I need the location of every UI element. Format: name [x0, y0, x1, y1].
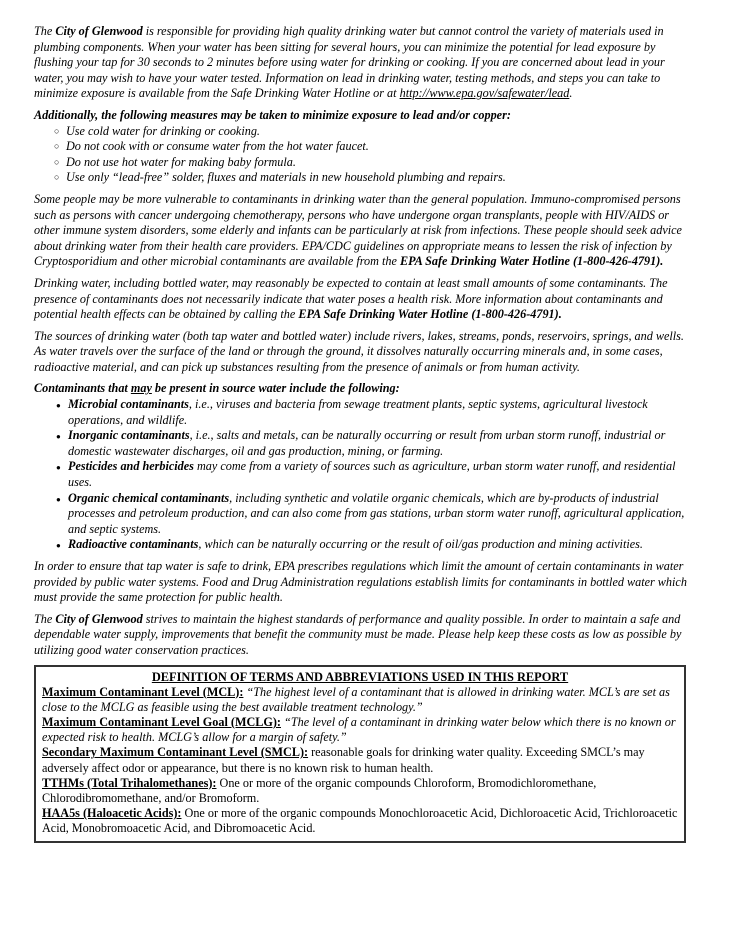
text: Some people may be more vulnerable to contaminants in drinking water than the general population. Immuno-compromised persons such as persons with cancer undergoing chemotherapy, persons who have undergone organ transplants, people with HIV/AIDS or other immune system disorders, some elderly and infants can be particularly at risk from infections. These people should seek advice about drinking water from their health care providers. EPA/CDC guidelines on appropriate means to lessen the risk of infection by Cryptosporidium and other microbial contaminants are available from the — [34, 191, 682, 269]
text: , i.e., salts and metals, can be naturally occurring or result from urban storm runoff, industrial or domestic wastewater discharges, oil and gas production, mining, or farming. — [68, 428, 666, 458]
definitions-title: DEFINITION OF TERMS AND ABBREVIATIONS USED IN THIS REPORT — [151, 669, 569, 684]
text: One or more of the organic compounds Monochloroacetic Acid, Dichloroacetic Acid, Trichloroacetic Acid, Monobromoacetic Acid, and Dibromoacetic Acid. — [42, 806, 678, 836]
definition-smcl — [42, 745, 678, 775]
text: may come from a variety of sources such as agriculture, urban storm water runoff, and residential uses. — [68, 459, 676, 490]
text: Organic chemical contaminants — [68, 490, 230, 505]
definition-mcl — [42, 685, 678, 715]
text: The — [34, 611, 56, 626]
standards-paragraph — [34, 612, 694, 659]
text: Maximum Contaminant Level (MCL): — [42, 684, 244, 699]
text: Contaminants that — [34, 381, 131, 396]
list-item: ○ Do not cook with or consume water from the hot water faucet. — [34, 139, 694, 155]
text: Drinking water, including bottled water, may reasonably be expected to contain at least small amounts of some contaminants. The presence of contaminants does not necessarily indicate that water poses a health risk. More information about contaminants and potential health effects can be obtained by calling the — [34, 275, 668, 322]
text: , which can be naturally occurring or the result of oil/gas production and mining activities. — [198, 537, 643, 552]
text: “The highest level of a contaminant that is allowed in drinking water. MCL’s are set as close to the MCLG as feasible using the best available treatment technology.” — [42, 684, 670, 714]
hotline-text: EPA Safe Drinking Water Hotline (1-800-426-4791). — [298, 307, 562, 322]
epa-lead-link[interactable]: http://www.epa.gov/safewater/lead — [399, 86, 570, 101]
text: . — [569, 86, 573, 101]
list-item — [34, 459, 694, 490]
definition-haa5 — [42, 806, 678, 836]
list-item: ○ Use only “lead-free” solder, fluxes and materials in new household plumbing and repairs. — [34, 170, 694, 186]
text: Secondary Maximum Contaminant Level (SMCL): — [42, 745, 309, 760]
text: may — [130, 381, 152, 396]
list-item — [34, 397, 694, 428]
text: is responsible for providing high quality drinking water but cannot control the variety of materials used in plumbing components. When your water has been sitting for several hours, you can minimize the potential for lead exposure by flushing your tap for 30 seconds to 2 minutes before using water for drinking or cooking. If you are concerned about lead in your water, you may wish to have your water tested. Information on lead in drinking water, testing methods, and steps you can take to minimize exposure is available from the Safe Drinking Water Hotline or at — [34, 24, 665, 101]
text: Microbial contaminants — [68, 397, 189, 412]
text: HAA5s (Haloacetic Acids): — [42, 806, 182, 821]
list-item — [34, 491, 694, 538]
contaminants-list — [34, 397, 694, 553]
text: strives to maintain the highest standards of performance and quality possible. In order to maintain a safe and dependable water supply, improvements that benefit the community must be made. Please help keep these costs as low as possible by utilizing good water conservation practices. — [34, 611, 682, 657]
list-item — [34, 537, 694, 553]
definition-mclg — [42, 715, 678, 745]
vulnerable-paragraph — [34, 192, 694, 270]
definitions-box — [34, 665, 686, 843]
text: , i.e., viruses and bacteria from sewage treatment plants, septic systems, agricultural livestock operations, and wildlife. — [68, 397, 648, 427]
list-item — [34, 428, 694, 459]
lead-paragraph — [34, 24, 694, 102]
regulations-paragraph: In order to ensure that tap water is safe to drink, EPA prescribes regulations which limit the amount of certain contaminants in water provided by public water systems. Food and Drug Administration regulations establish limits for contaminants in bottled water which must provide the same protection for public health. — [34, 559, 687, 605]
city-name: City of Glenwood — [55, 611, 143, 626]
bottled-water-paragraph — [34, 276, 694, 323]
city-name: City of Glenwood — [55, 24, 143, 38]
definition-tthm — [42, 776, 678, 806]
list-item: ○ Do not use hot water for making baby formula. — [34, 155, 694, 171]
text: Pesticides and herbicides — [68, 459, 194, 474]
measures-heading: Additionally, the following measures may be taken to minimize exposure to lead and/or copper: — [34, 107, 511, 122]
text: reasonable goals for drinking water quality. Exceeding SMCL’s may adversely affect odor or appearance, but there is no known risk to human health. — [42, 745, 645, 775]
text: Inorganic contaminants — [68, 428, 190, 443]
text: Maximum Contaminant Level Goal (MCLG): — [42, 714, 281, 729]
text: Radioactive contaminants — [68, 537, 199, 552]
document-page — [34, 24, 694, 843]
sources-paragraph: The sources of drinking water (both tap water and bottled water) include rivers, lakes, streams, ponds, reservoirs, springs, and wells. As water travels over the surface of the land or through the ground, it dissolves naturally occurring minerals and, in some cases, radioactive material, and can pick up substances resulting from the presence of animals or from human activity. — [34, 328, 684, 374]
list-item: ○ Use cold water for drinking or cooking. — [34, 124, 694, 140]
hotline-text: EPA Safe Drinking Water Hotline (1-800-426-4791). — [399, 254, 664, 269]
text: be present in source water include the following: — [151, 381, 400, 396]
text: TTHMs (Total Trihalomethanes): — [42, 775, 217, 790]
text: The — [34, 24, 56, 38]
measures-list — [34, 124, 694, 186]
contaminants-heading — [34, 381, 694, 397]
text: “The level of a contaminant in drinking water below which there is no known or expected risk to health. MCLG’s allow for a margin of safety.” — [42, 714, 676, 745]
text: , including synthetic and volatile organic chemicals, which are by-products of industrial processes and petroleum production, and can also come from gas stations, urban storm water runoff, agricultural application, and septic systems. — [68, 490, 685, 536]
text: One or more of the organic compounds Chloroform, Bromodichloromethane, Chlorodibromomethane, and/or Bromoform. — [42, 775, 597, 805]
